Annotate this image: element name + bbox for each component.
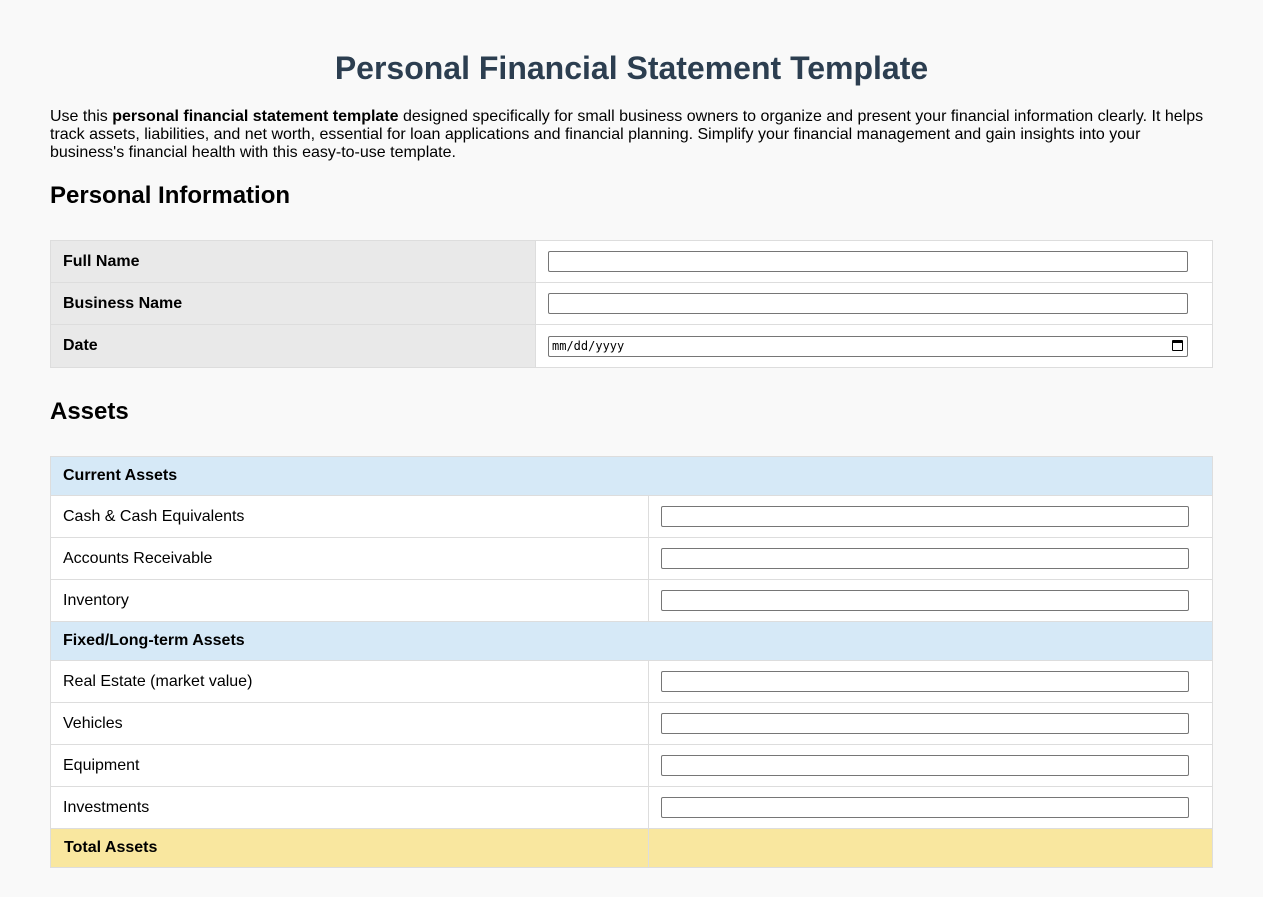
table-row (51, 580, 1213, 622)
table-row (51, 496, 1213, 538)
equipment-cell (649, 745, 1213, 787)
intro-prefix: Use this (50, 108, 113, 125)
inventory-label: Inventory (51, 580, 649, 622)
date-placeholder: mm/dd/yyyy (552, 338, 625, 353)
real-estate-label: Real Estate (market value) (51, 661, 649, 703)
investments-label: Investments (51, 787, 649, 829)
date-cell (536, 325, 1213, 368)
full-name-label: Full Name (51, 241, 536, 283)
fixed-assets-section-label: Fixed/Long-term Assets (51, 622, 1213, 661)
cash-label: Cash & Cash Equivalents (51, 496, 649, 538)
current-assets-section-label: Current Assets (51, 457, 1213, 496)
full-name-input[interactable] (548, 251, 1188, 272)
real-estate-cell (649, 661, 1213, 703)
table-row (51, 325, 1213, 368)
table-row (51, 283, 1213, 325)
table-row (51, 241, 1213, 283)
business-name-cell (536, 283, 1213, 325)
current-assets-section-row (51, 457, 1213, 496)
date-label: Date (51, 325, 536, 368)
accounts-receivable-cell (649, 538, 1213, 580)
investments-cell (649, 787, 1213, 829)
fixed-assets-section-row (51, 622, 1213, 661)
table-row (51, 538, 1213, 580)
table-row (51, 661, 1213, 703)
accounts-receivable-label: Accounts Receivable (51, 538, 649, 580)
total-assets-value (649, 829, 1213, 868)
intro-paragraph (50, 108, 1213, 162)
total-assets-row (51, 829, 1213, 868)
calendar-icon[interactable] (1172, 340, 1183, 351)
assets-table (50, 456, 1213, 868)
page-title: Personal Financial Statement Template (334, 50, 929, 86)
inventory-input[interactable] (661, 590, 1189, 611)
intro-bold: personal financial statement template (112, 108, 399, 125)
investments-input[interactable] (661, 797, 1189, 818)
vehicles-input[interactable] (661, 713, 1189, 734)
business-name-input[interactable] (548, 293, 1188, 314)
date-input[interactable] (548, 336, 1188, 357)
table-row (51, 745, 1213, 787)
table-row (51, 787, 1213, 829)
personal-information-heading: Personal Information (50, 182, 291, 209)
equipment-input[interactable] (661, 755, 1189, 776)
full-name-cell (536, 241, 1213, 283)
vehicles-cell (649, 703, 1213, 745)
personal-information-table (50, 240, 1213, 368)
total-assets-label: Total Assets (51, 829, 649, 868)
equipment-label: Equipment (51, 745, 649, 787)
inventory-cell (649, 580, 1213, 622)
vehicles-label: Vehicles (51, 703, 649, 745)
table-row (51, 703, 1213, 745)
accounts-receivable-input[interactable] (661, 548, 1189, 569)
business-name-label: Business Name (51, 283, 536, 325)
cash-input[interactable] (661, 506, 1189, 527)
intro-suffix: designed specifically for small business owners to organize and present your financial information clearly. It helps track assets, liabilities, and net worth, essential for loan applications and financial planning. Simplify your financial management and gain insights into your business's financial health with this easy-to-use template. (50, 108, 1204, 161)
assets-heading: Assets (50, 398, 129, 425)
real-estate-input[interactable] (661, 671, 1189, 692)
cash-cell (649, 496, 1213, 538)
